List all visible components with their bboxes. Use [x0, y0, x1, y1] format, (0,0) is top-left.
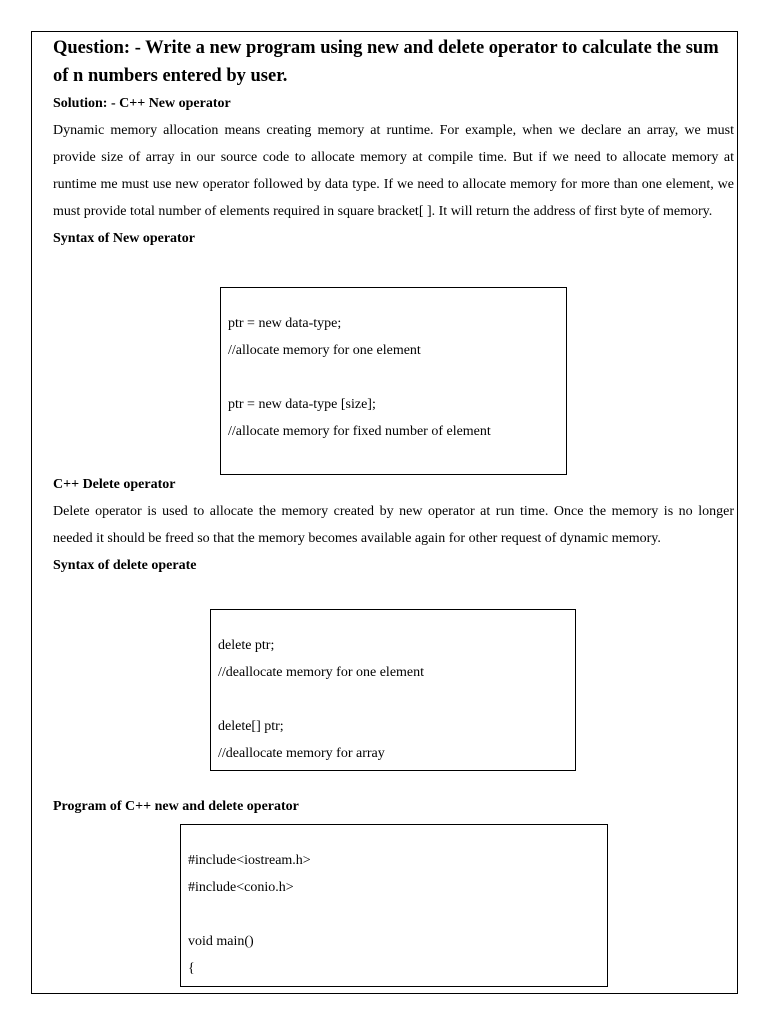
- new-syntax-heading: Syntax of New operator: [53, 231, 195, 246]
- code-line: delete[] ptr;: [218, 719, 284, 734]
- code-line: [228, 364, 566, 391]
- code-line: //deallocate memory for one element: [218, 665, 425, 680]
- code-line: [218, 686, 575, 713]
- program-heading: Program of C++ new and delete operator: [53, 799, 299, 814]
- code-line: {: [188, 961, 195, 976]
- code-line: //deallocate memory for array: [218, 746, 385, 761]
- code-line: ptr = new data-type;: [228, 316, 342, 331]
- code-line: ptr = new data-type [size];: [228, 397, 376, 412]
- code-line: [188, 901, 607, 928]
- code-line: //allocate memory for one element: [228, 343, 421, 358]
- question-text: Question: - Write a new program using new and delete operator to calculate the sum of n numbers entered by user.: [53, 38, 719, 86]
- code-line: #include<conio.h>: [188, 880, 294, 895]
- delete-syntax-heading: Syntax of delete operate: [53, 558, 197, 573]
- new-syntax-code-box: [220, 287, 567, 475]
- delete-syntax-code-box: [210, 609, 576, 771]
- solution-heading: Solution: - C++ New operator: [53, 96, 231, 111]
- delete-section: [53, 471, 734, 579]
- program-code-box: [180, 824, 608, 987]
- new-operator-paragraph: Dynamic memory allocation means creating memory at runtime. For example, when we declare an array, we must provide size of array in our source code to allocate memory at compile time. But if we need to allocate memory at runtime me must use new operator followed by data type. If we need to allocate memory for more than one element, we must provide total number of elements required in square bracket[ ]. It will return the address of first byte of memory.: [53, 123, 734, 219]
- delete-operator-paragraph: Delete operator is used to allocate the memory created by new operator at run time. Once the memory is no longer needed it should be freed so that the memory becomes available again for other request of dynamic memory.: [53, 504, 734, 546]
- code-line: #include<iostream.h>: [188, 853, 311, 868]
- code-line: void main(): [188, 934, 254, 949]
- program-section: [53, 793, 734, 820]
- document-body: [53, 34, 734, 252]
- delete-heading: C++ Delete operator: [53, 477, 176, 492]
- code-line: delete ptr;: [218, 638, 275, 653]
- code-line: //allocate memory for fixed number of element: [228, 424, 491, 439]
